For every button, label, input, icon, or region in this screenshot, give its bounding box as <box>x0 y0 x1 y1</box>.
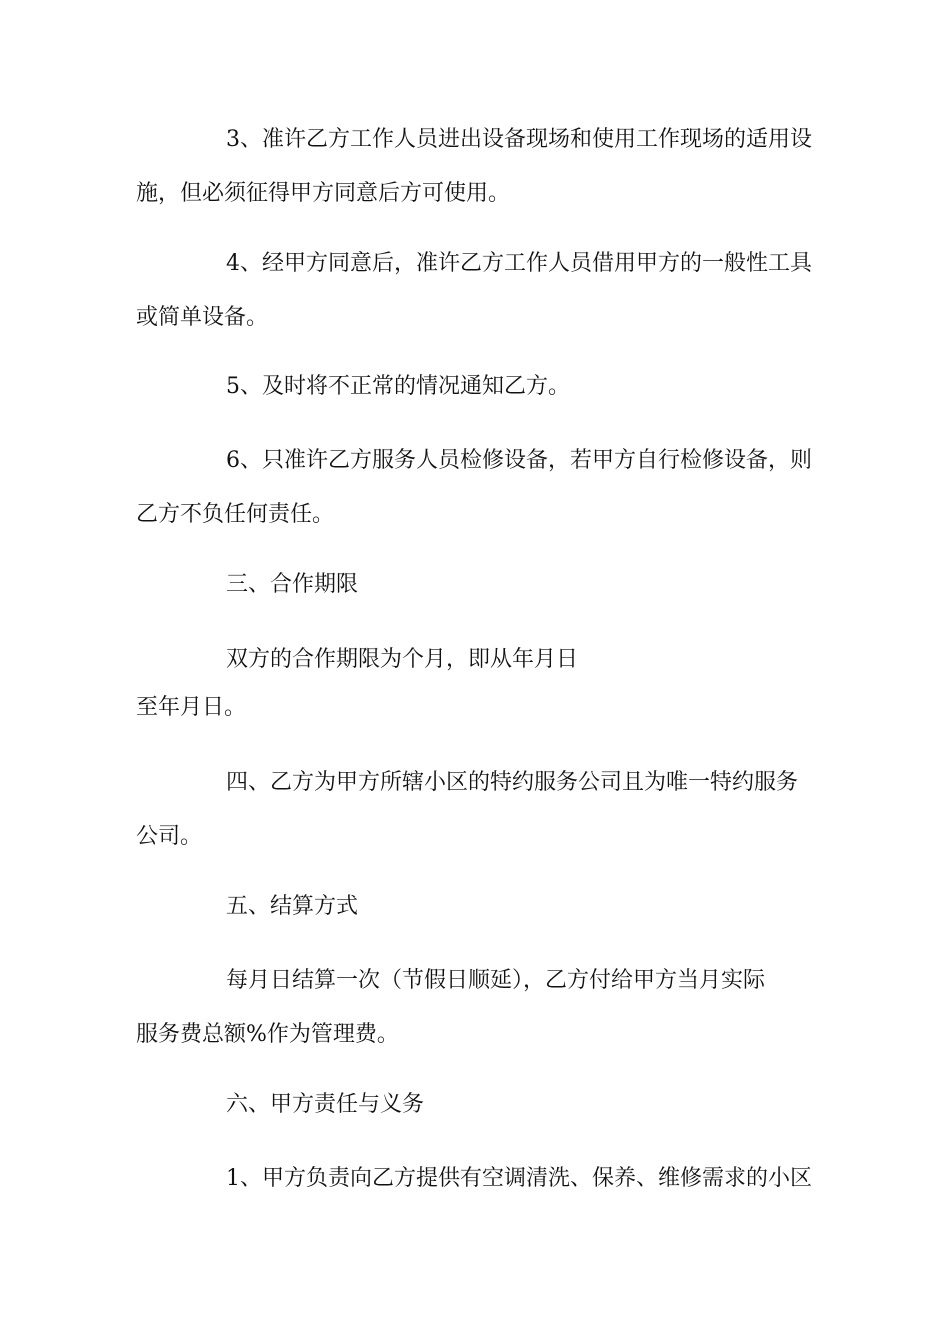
text-line: 双方的合作期限为个月，即从年月日 <box>226 647 579 672</box>
paragraph-term <box>136 633 826 735</box>
paragraph-4 <box>136 237 826 345</box>
text-line: 4、经甲方同意后，准许乙方工作人员借用甲方的一般性工具 <box>226 251 812 276</box>
text-line: 3、准许乙方工作人员进出设备现场和使用工作现场的适用设 <box>226 127 812 152</box>
text-line: 5、及时将不正常的情况通知乙方。 <box>226 374 570 399</box>
paragraph-6 <box>136 434 826 542</box>
text-line: 乙方不负任何责任。 <box>136 502 335 527</box>
section-heading-party-a-duties <box>136 1078 826 1132</box>
text-line: 施，但必须征得甲方同意后方可使用。 <box>136 181 511 206</box>
text-line: 公司。 <box>136 824 203 849</box>
paragraph-5 <box>136 360 826 414</box>
section-heading-exclusive-service <box>136 756 826 864</box>
paragraph-settlement <box>136 954 826 1062</box>
section-heading-cooperation-term <box>136 558 826 612</box>
paragraph-duty-1 <box>136 1152 826 1206</box>
text-line: 四、乙方为甲方所辖小区的特约服务公司且为唯一特约服务 <box>226 770 799 795</box>
text-line: 每月日结算一次（节假日顺延），乙方付给甲方当月实际 <box>226 968 766 993</box>
text-line: 或简单设备。 <box>136 305 269 330</box>
section-heading-settlement <box>136 880 826 934</box>
paragraph-3 <box>136 113 826 221</box>
text-line: 服务费总额%作为管理费。 <box>136 1022 399 1047</box>
text-line: 六、甲方责任与义务 <box>226 1092 425 1117</box>
text-line: 6、只准许乙方服务人员检修设备，若甲方自行检修设备，则 <box>226 448 812 473</box>
text-line: 至年月日。 <box>136 695 247 720</box>
text-line: 1、甲方负责向乙方提供有空调清洗、保养、维修需求的小区 <box>226 1166 812 1191</box>
text-line: 三、合作期限 <box>226 572 359 597</box>
text-line: 五、结算方式 <box>226 894 359 919</box>
